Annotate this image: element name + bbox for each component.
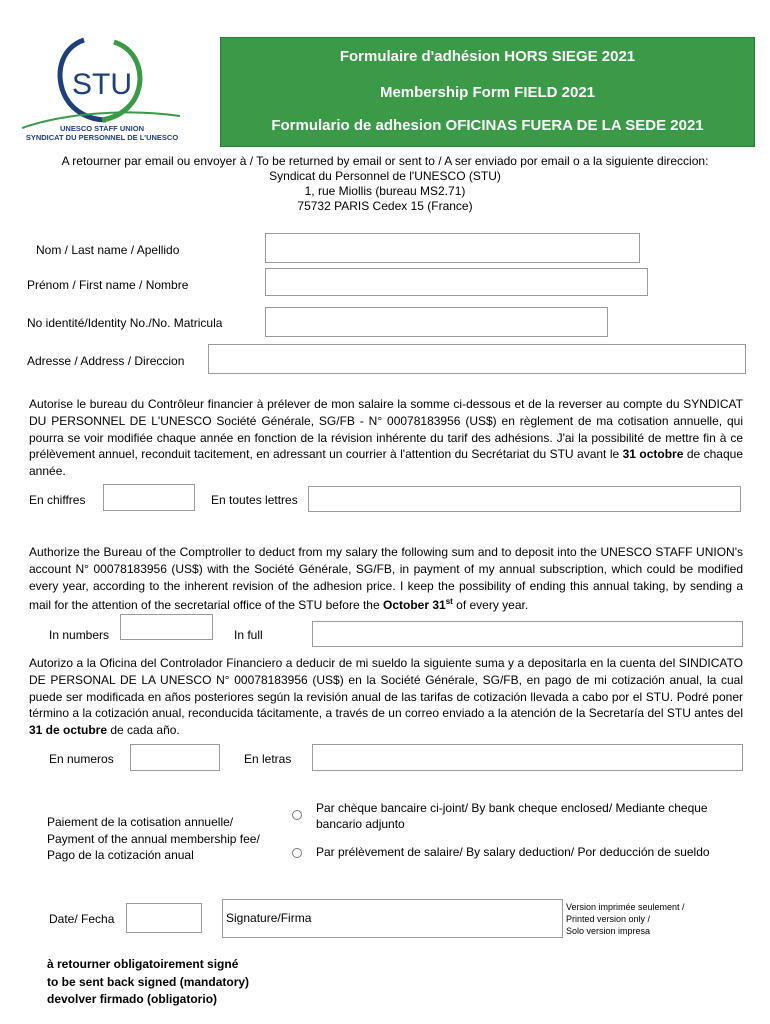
es-words-label: En letras: [244, 752, 292, 766]
version-line2: Printed version only /: [566, 914, 651, 924]
en-date: October 31: [382, 598, 446, 613]
signature-label: Signature/Firma: [226, 911, 312, 925]
es-text: Autorizo a la Oficina del Controlador Financiero a deducir de mi sueldo la siguiente suma y a depositarla en la cuenta del SINDICATO DE PERSONAL DE LA UNESCO N° 00078183956 (US$) en la Société Générale, SG/FB, en pago de mi cotización anual, la cual puede ser modificada en años posteriores según la revisión anual de las tarifas de cotización llevada a cabo por el STU. Podré poner término a la cotización anual, reconducida tácitamente, a través de un correo enviado a la atención de la Secretaría del STU antes del: [29, 656, 743, 721]
first-name-label: Prénom / First name / Nombre: [27, 278, 189, 292]
return-address: [0, 154, 770, 214]
es-date: 31 de octubre: [29, 723, 108, 738]
logo-caption: [22, 124, 182, 142]
es-figures-field[interactable]: [130, 744, 220, 771]
return-intro: A retourner par email ou envoyer à / To be returned by email or sent to / A ser enviado por email o a la siguiente direccion:: [61, 154, 709, 168]
en-words-label: In full: [234, 628, 263, 642]
salary-option-label: Par prélèvement de salaire/ By salary deduction/ Por deducción de sueldo: [316, 845, 710, 859]
return-line2: 1, rue Miollis (bureau MS2.71): [304, 184, 466, 198]
printed-version-note: [566, 901, 685, 937]
return-signed-en: to be sent back signed (mandatory): [47, 974, 250, 989]
payment-label: [47, 814, 260, 864]
last-name-field[interactable]: [265, 233, 640, 263]
header-banner: [220, 37, 755, 147]
first-name-field[interactable]: [265, 268, 648, 296]
logo-line2: SYNDICAT DU PERSONNEL DE L'UNESCO: [25, 133, 179, 142]
return-signed-fr: à retourner obligatoirement signé: [47, 957, 239, 971]
en-paragraph: [29, 544, 743, 614]
last-name-label: Nom / Last name / Apellido: [36, 243, 180, 257]
logo-acronym: STU: [72, 68, 132, 101]
id-field[interactable]: [265, 307, 608, 337]
address-field[interactable]: [208, 344, 746, 374]
address-label: Adresse / Address / Direccion: [27, 354, 185, 368]
es-paragraph: [29, 655, 743, 739]
cheque-radio[interactable]: [292, 810, 302, 820]
en-text-end: of every year.: [452, 598, 529, 613]
logo-line1: UNESCO STAFF UNION: [59, 124, 145, 133]
en-text: Authorize the Bureau of the Comptroller to deduct from my salary the following sum and to deposit into the UNESCO STAFF UNION's account N° 00078183956 (US$) with the Société Générale, SG/FB, in payment of my annual subscription, which could be modified every year, according to the inherent revision of the adhesion price. I keep the possibility of ending this annual taking, by sending a mail for the attention of the secretarial office of the STU before the: [29, 545, 743, 613]
salary-radio[interactable]: [292, 848, 302, 858]
en-figures-label: In numbers: [49, 628, 110, 642]
date-label: Date/ Fecha: [49, 912, 115, 926]
es-text-end: de cada año.: [107, 723, 180, 738]
id-label: No identité/Identity No./No. Matricula: [27, 316, 223, 330]
date-field[interactable]: [126, 903, 202, 933]
es-figures-label: En numeros: [49, 752, 114, 766]
return-signed-note: [47, 956, 249, 1009]
payment-label-3: Pago de la cotización anual: [47, 848, 194, 862]
payment-label-1: Paiement de la cotisation annuelle/: [47, 815, 234, 829]
fr-date: 31 octobre: [622, 447, 684, 462]
version-line1: Version imprimée seulement /: [566, 902, 685, 912]
return-signed-es: devolver firmado (obligatorio): [47, 992, 218, 1006]
fr-words-field[interactable]: [308, 486, 741, 512]
fr-text-end: de chaque année.: [29, 447, 743, 479]
en-figures-field[interactable]: [120, 614, 213, 640]
title-en: Membership Form FIELD 2021: [379, 84, 596, 101]
signature-box[interactable]: [222, 899, 563, 938]
fr-figures-field[interactable]: [103, 484, 195, 511]
version-line3: Solo version impresa: [566, 926, 651, 936]
payment-label-2: Payment of the annual membership fee/: [47, 831, 260, 846]
return-line3: 75732 PARIS Cedex 15 (France): [297, 199, 473, 213]
en-date-suffix: st: [445, 597, 453, 607]
return-line1: Syndicat du Personnel de l'UNESCO (STU): [269, 169, 501, 183]
en-words-field[interactable]: [312, 621, 743, 647]
fr-paragraph: [29, 396, 743, 480]
fr-words-label: En toutes lettres: [211, 493, 298, 507]
title-fr: Formulaire d'adhésion HORS SIEGE 2021: [339, 48, 636, 65]
cheque-option-label: Par chèque bancaire ci-joint/ By bank cheque enclosed/ Mediante cheque bancario adjunto: [316, 801, 708, 831]
fr-text: Autorise le bureau du Contrôleur financier à prélever de mon salaire la somme ci-dessous et de la reverser au compte du SYNDICAT DU PERSONNEL DE L'UNESCO Société Générale, SG/FB - N° 00078183956 (US$) en règlement de ma cotisation annuelle, qui pourra se voir modifiée chaque année en fonction de la révision inhérente du tarif des adhésions. J'ai la possibilité de mettre fin à ce prélèvement annuel, reconduit tacitement, en adressant un courrier à l'attention du Secrétariat du STU avant le: [29, 397, 743, 462]
fr-figures-label: En chiffres: [29, 493, 86, 507]
es-words-field[interactable]: [312, 744, 743, 771]
title-es: Formulario de adhesion OFICINAS FUERA DE LA SEDE 2021: [271, 117, 704, 134]
